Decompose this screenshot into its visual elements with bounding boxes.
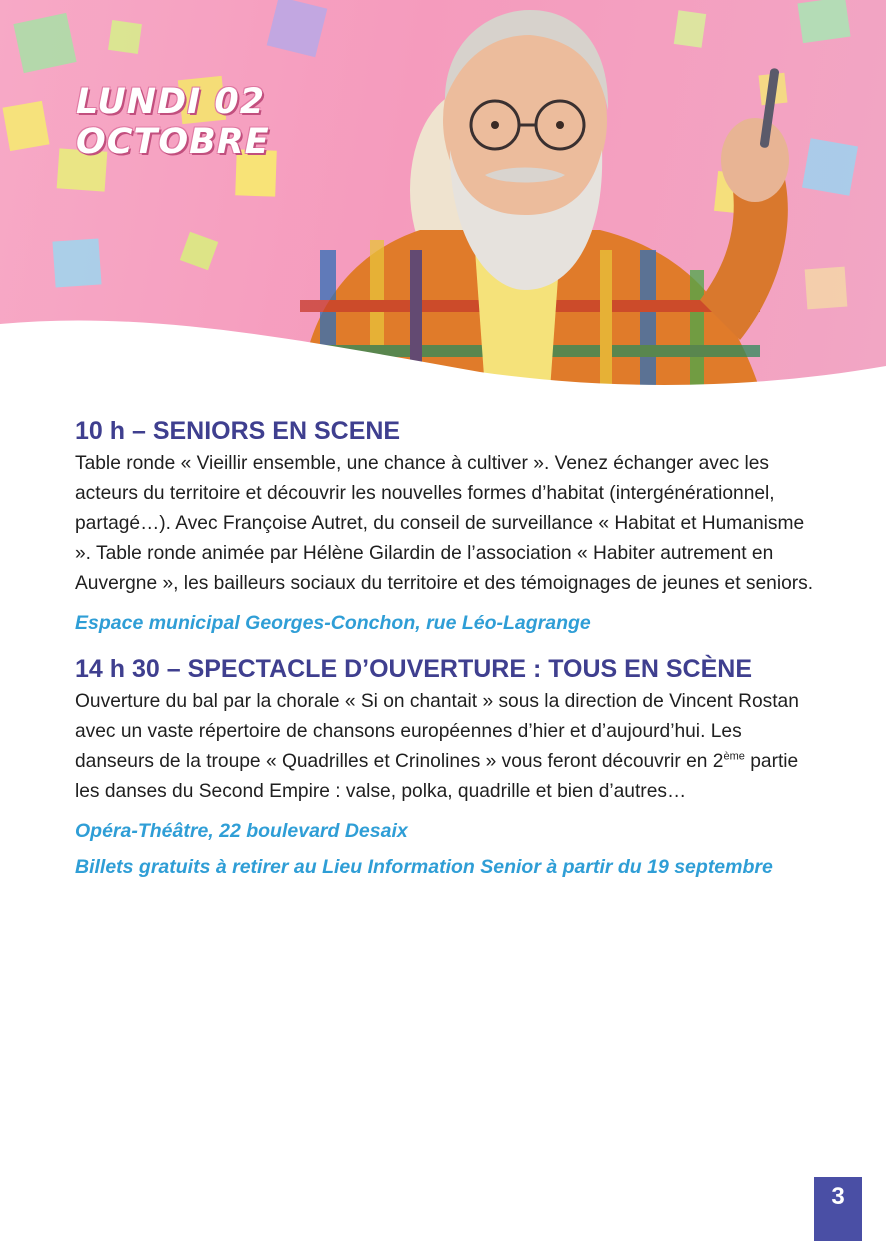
wave-divider bbox=[0, 300, 886, 390]
date-title bbox=[76, 82, 270, 162]
event-description: Table ronde « Vieillir ensemble, une chance à cultiver ». Venez échanger avec les acteurs du territoire et découvrir les nouvelles formes d’habitat (intergénérationnel, partagé…). Avec Françoise Autret, du conseil de surveillance « Habitat et Humanisme ». Table ronde animée par Hélène Gilardin de l’association « Habiter autrement en Auvergne », les bailleurs sociaux du territoire et des témoignages de jeunes et seniors. bbox=[75, 453, 814, 594]
ticket-info: Billets gratuits à retirer au Lieu Information Senior à partir du 19 septembre bbox=[75, 856, 773, 878]
event-heading: 10 h – SENIORS EN SCENE bbox=[75, 417, 401, 445]
event-location: Opéra-Théâtre, 22 boulevard Desaix bbox=[75, 820, 408, 842]
ordinal-superscript: ème bbox=[723, 750, 745, 763]
event-location: Espace municipal Georges-Conchon, rue Léo-Lagrange bbox=[75, 612, 591, 634]
hero-banner bbox=[0, 0, 886, 390]
description-part1: Ouverture du bal par la chorale « Si on chantait » sous la direction de Vincent Rostan avec un vaste répertoire de chansons européennes d’hier et d’aujourd’hui. Les danseurs de la troupe « Quadrilles et Crinolines » vous feront découvrir en 2 bbox=[75, 691, 799, 772]
description-part2: partie les danses du Second Empire : valse, polka, quadrille et bien d’autres… bbox=[75, 751, 799, 802]
event-description bbox=[75, 687, 815, 807]
sticky-note bbox=[52, 238, 101, 287]
event-spectacle-ouverture bbox=[75, 653, 815, 885]
date-line-month: OCTOBRE bbox=[76, 122, 270, 162]
date-line-day: LUNDI 02 bbox=[76, 82, 266, 122]
sticky-note bbox=[2, 101, 49, 151]
event-heading: 14 h 30 – SPECTACLE D’OUVERTURE : TOUS EN SCÈNE bbox=[75, 655, 752, 683]
program-content bbox=[75, 415, 815, 885]
page-number-badge: 3 bbox=[814, 1177, 862, 1241]
sticky-note bbox=[180, 232, 218, 270]
event-seniors-en-scene bbox=[75, 415, 815, 641]
sticky-note bbox=[108, 20, 142, 54]
sticky-note bbox=[13, 13, 76, 73]
